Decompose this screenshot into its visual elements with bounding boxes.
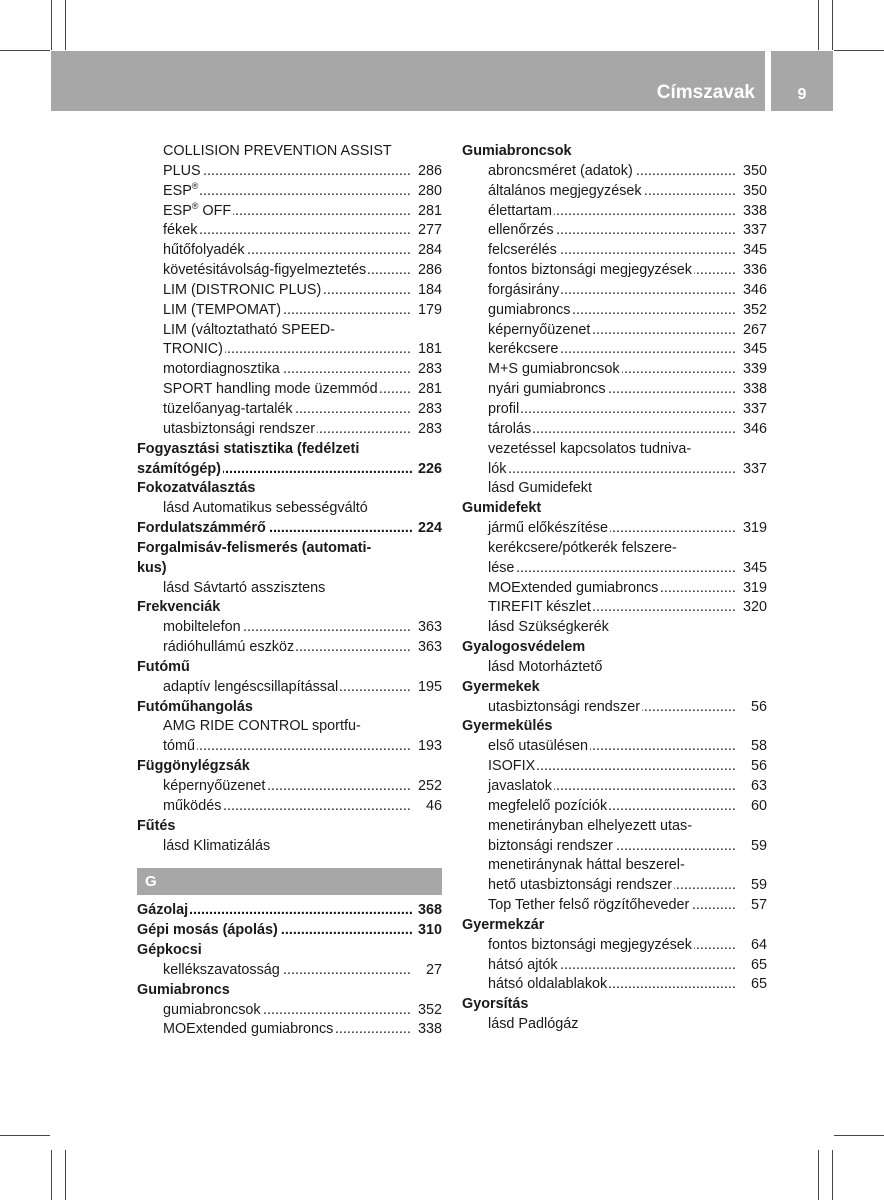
entry-page-number: 58 — [747, 737, 767, 757]
entry-page-number: 336 — [739, 261, 767, 281]
entry-text: biztonsági rendszer — [488, 837, 613, 854]
index-subentry — [137, 579, 442, 599]
index-subentry — [462, 340, 767, 360]
index-subentry — [137, 340, 442, 360]
entry-page-number: 352 — [739, 301, 767, 321]
index-subentry — [462, 460, 767, 480]
index-subentry — [137, 961, 442, 981]
dot-leader — [488, 400, 737, 420]
index-heading — [137, 698, 442, 718]
entry-text: lásd Motorháztető — [488, 658, 603, 675]
entry-page-number: 60 — [747, 797, 767, 817]
entry-page-number: 46 — [422, 797, 442, 817]
entry-page-number: 65 — [747, 956, 767, 976]
entry-text: Fordulatszámmérő — [137, 520, 266, 537]
index-subentry — [462, 658, 767, 678]
index-subentry — [137, 499, 442, 519]
entry-text: forgásirány — [488, 281, 560, 298]
entry-page-number: 345 — [739, 340, 767, 360]
entry-text: utasbiztonsági rendszer — [488, 698, 640, 715]
entry-text: tárolás — [488, 420, 532, 437]
entry-text: Gyalogosvédelem — [462, 639, 586, 656]
index-subentry — [137, 837, 442, 857]
entry-page-number: 319 — [739, 579, 767, 599]
crop-mark — [834, 50, 884, 51]
index-subentry — [462, 559, 767, 579]
entry-text: lásd Klimatizálás — [163, 837, 271, 854]
entry-page-number: 63 — [747, 777, 767, 797]
index-subentry — [137, 717, 442, 737]
entry-text: lásd Szükségkerék — [488, 619, 609, 636]
index-subentry — [462, 162, 767, 182]
index-heading — [137, 598, 442, 618]
page-title: Címszavak — [656, 82, 755, 103]
index-subentry — [462, 876, 767, 896]
index-heading — [137, 460, 442, 480]
entry-text: M+S gumiabroncsok — [488, 361, 620, 378]
crop-mark — [51, 0, 52, 50]
entry-text: fontos biztonsági megjegyzések — [488, 936, 692, 953]
crop-mark — [832, 0, 833, 50]
dot-leader — [163, 737, 412, 757]
entry-text: első utasülésen — [488, 738, 589, 755]
index-subentry — [462, 400, 767, 420]
entry-text: Gumiabroncsok — [462, 143, 572, 159]
entry-page-number: 350 — [739, 182, 767, 202]
entry-text: Függönylégzsák — [137, 758, 250, 775]
entry-text: SPORT handling mode üzemmód — [163, 381, 378, 398]
index-subentry — [137, 618, 442, 638]
entry-page-number: 226 — [414, 460, 442, 480]
entry-text: gumiabroncsok — [163, 1001, 261, 1018]
index-subentry — [462, 737, 767, 757]
entry-page-number: 267 — [739, 321, 767, 341]
index-heading — [137, 559, 442, 579]
entry-text: Frekvenciák — [137, 599, 221, 616]
index-heading — [137, 757, 442, 777]
entry-text: tómű — [163, 738, 195, 755]
index-subentry — [462, 440, 767, 460]
entry-page-number: 193 — [414, 737, 442, 757]
crop-mark — [65, 1150, 66, 1200]
index-subentry — [462, 817, 767, 837]
entry-text: motordiagnosztika — [163, 361, 280, 378]
crop-mark — [51, 1150, 52, 1200]
entry-text: Fogyasztási statisztika (fedélzeti — [137, 440, 360, 457]
entry-page-number: 57 — [747, 896, 767, 916]
index-subentry — [462, 519, 767, 539]
index-subentry — [137, 261, 442, 281]
crop-mark — [0, 1135, 50, 1136]
index-subentry — [137, 360, 442, 380]
entry-text: jármű előkészítése — [488, 520, 608, 537]
index-heading — [137, 658, 442, 678]
entry-text: ESP® — [163, 181, 199, 199]
entry-text: LIM (DISTRONIC PLUS) — [163, 281, 322, 298]
entry-page-number: 286 — [414, 162, 442, 182]
entry-text: Fűtés — [137, 817, 176, 834]
entry-text: Futóműhangolás — [137, 698, 253, 715]
entry-text: AMG RIDE CONTROL sportfu- — [163, 718, 361, 735]
crop-mark — [832, 1150, 833, 1200]
entry-text: Gyermekülés — [462, 718, 553, 735]
entry-text: abroncsméret (adatok) — [488, 162, 633, 179]
entry-page-number: 363 — [414, 638, 442, 658]
entry-text: TRONIC) — [163, 341, 223, 358]
index-subentry — [137, 142, 442, 162]
index-subentry — [137, 1001, 442, 1021]
entry-text: megfelelő pozíciók — [488, 797, 608, 814]
entry-text: felcserélés — [488, 242, 557, 259]
entry-page-number: 310 — [414, 921, 442, 941]
entry-page-number: 195 — [414, 678, 442, 698]
entry-text: tüzelőanyag-tartalék — [163, 400, 293, 417]
index-heading — [137, 479, 442, 499]
entry-page-number: 27 — [422, 961, 442, 981]
entry-page-number: 184 — [414, 281, 442, 301]
entry-text: menetirányban elhelyezett utas- — [488, 817, 692, 834]
entry-page-number: 179 — [414, 301, 442, 321]
index-subentry — [137, 737, 442, 757]
index-subentry — [137, 182, 442, 202]
entry-text: lásd Automatikus sebességváltó — [163, 500, 368, 517]
entry-page-number: 338 — [739, 202, 767, 222]
entry-text: Fokozatválasztás — [137, 480, 256, 497]
index-subentry — [462, 1015, 767, 1035]
entry-page-number: 350 — [739, 162, 767, 182]
index-subentry — [462, 321, 767, 341]
index-subentry — [137, 400, 442, 420]
entry-page-number: 59 — [747, 837, 767, 857]
entry-page-number: 280 — [414, 182, 442, 202]
entry-text: képernyőüzenet — [488, 321, 591, 338]
entry-text: javaslatok — [488, 778, 552, 794]
entry-text: hátsó ajtók — [488, 956, 558, 973]
crop-mark — [65, 0, 66, 50]
index-heading — [137, 440, 442, 460]
index-subentry — [462, 936, 767, 956]
index-subentry — [462, 182, 767, 202]
entry-text: lásd Padlógáz — [488, 1016, 579, 1033]
index-subentry — [137, 301, 442, 321]
entry-text: fontos biztonsági megjegyzések — [488, 262, 692, 279]
index-heading — [462, 142, 767, 162]
entry-text: követésitávolság-figyelmeztetés — [163, 262, 367, 279]
entry-text: ISOFIX — [488, 758, 536, 775]
index-subentry — [462, 261, 767, 281]
dot-leader — [488, 559, 737, 579]
entry-text: rádióhullámú eszköz — [163, 639, 295, 656]
crop-mark — [818, 1150, 819, 1200]
index-subentry — [137, 162, 442, 182]
entry-page-number: 283 — [414, 400, 442, 420]
index-heading — [137, 981, 442, 1001]
index-subentry — [462, 598, 767, 618]
index-subentry — [462, 202, 767, 222]
entry-page-number: 284 — [414, 241, 442, 261]
dot-leader — [163, 221, 412, 241]
entry-text: lásd Sávtartó asszisztens — [163, 579, 326, 596]
entry-text: Gumidefekt — [462, 500, 542, 517]
entry-page-number: 224 — [414, 519, 442, 539]
index-heading — [462, 638, 767, 658]
crop-mark — [818, 0, 819, 50]
index-subentry — [462, 420, 767, 440]
index-heading — [137, 817, 442, 837]
index-column-right — [462, 142, 767, 1035]
entry-text: Gépi mosás (ápolás) — [137, 922, 278, 939]
index-heading — [137, 901, 442, 921]
index-heading — [137, 941, 442, 961]
index-subentry — [137, 1020, 442, 1040]
index-subentry — [137, 281, 442, 301]
index-column-left — [137, 142, 442, 1040]
entry-text: LIM (TEMPOMAT) — [163, 301, 282, 318]
index-subentry — [462, 956, 767, 976]
index-subentry — [137, 221, 442, 241]
entry-text: PLUS — [163, 162, 201, 179]
dot-leader — [163, 182, 412, 202]
entry-text: fékek — [163, 222, 198, 239]
entry-page-number: 252 — [414, 777, 442, 797]
entry-text: Gázolaj — [137, 902, 189, 919]
entry-page-number: 277 — [414, 221, 442, 241]
index-subentry — [462, 856, 767, 876]
entry-page-number: 286 — [414, 261, 442, 281]
index-subentry — [462, 757, 767, 777]
entry-page-number: 338 — [414, 1020, 442, 1040]
index-heading — [462, 916, 767, 936]
entry-page-number: 345 — [739, 241, 767, 261]
index-heading — [137, 519, 442, 539]
entry-page-number: 363 — [414, 618, 442, 638]
section-header: G — [137, 868, 442, 895]
entry-text: adaptív lengéscsillapítással — [163, 678, 339, 695]
entry-text: ESP® OFF — [163, 201, 232, 219]
entry-text: Futómű — [137, 658, 190, 675]
index-subentry — [137, 202, 442, 222]
entry-page-number: 181 — [414, 340, 442, 360]
index-subentry — [137, 241, 442, 261]
entry-text: lók — [488, 460, 507, 477]
entry-page-number: 352 — [414, 1001, 442, 1021]
entry-page-number: 339 — [739, 360, 767, 380]
index-subentry — [462, 837, 767, 857]
entry-text: vezetéssel kapcsolatos tudniva- — [488, 440, 692, 457]
entry-text: Top Tether felső rögzítőheveder — [488, 897, 690, 914]
index-subentry — [137, 321, 442, 341]
index-subentry — [137, 420, 442, 440]
entry-text: lásd Gumidefekt — [488, 480, 592, 497]
entry-page-number: 283 — [414, 420, 442, 440]
entry-page-number: 337 — [739, 460, 767, 480]
entry-page-number: 337 — [739, 400, 767, 420]
entry-text: Gyermekzár — [462, 916, 545, 933]
index-heading — [462, 717, 767, 737]
entry-page-number: 338 — [739, 380, 767, 400]
entry-text: Gyorsítás — [462, 996, 529, 1013]
index-heading — [462, 499, 767, 519]
index-subentry — [462, 896, 767, 916]
entry-page-number: 64 — [747, 936, 767, 956]
entry-text: ellenőrzés — [488, 222, 554, 239]
entry-text: profil — [488, 400, 520, 417]
entry-page-number: 281 — [414, 380, 442, 400]
entry-page-number: 337 — [739, 221, 767, 241]
entry-page-number: 320 — [739, 598, 767, 618]
index-subentry — [462, 797, 767, 817]
entry-page-number: 283 — [414, 360, 442, 380]
entry-text: menetiránynak háttal beszerel- — [488, 857, 685, 874]
index-subentry — [462, 360, 767, 380]
entry-text: élettartam — [488, 202, 552, 219]
index-subentry — [462, 975, 767, 995]
entry-page-number: 281 — [414, 202, 442, 222]
index-heading — [462, 678, 767, 698]
entry-page-number: 346 — [739, 420, 767, 440]
index-subentry — [137, 777, 442, 797]
entry-page-number: 56 — [747, 757, 767, 777]
index-heading — [462, 995, 767, 1015]
entry-text: mobiltelefon — [163, 619, 241, 636]
entry-text: Gyermekek — [462, 678, 540, 695]
index-subentry — [462, 539, 767, 559]
header-bar — [51, 51, 765, 111]
entry-text: gumiabroncs — [488, 301, 571, 318]
entry-text: LIM (változtatható SPEED- — [163, 321, 335, 338]
entry-text: MOExtended gumiabroncs — [488, 579, 659, 596]
index-subentry — [462, 221, 767, 241]
entry-text: működés — [163, 797, 222, 814]
index-subentry — [462, 479, 767, 499]
index-heading — [137, 921, 442, 941]
entry-text: nyári gumiabroncs — [488, 381, 606, 398]
entry-text: kerékcsere/pótkerék felszere- — [488, 539, 677, 556]
entry-page-number: 56 — [747, 698, 767, 718]
entry-page-number: 59 — [747, 876, 767, 896]
entry-text: kellékszavatosság — [163, 961, 280, 978]
entry-page-number: 368 — [414, 901, 442, 921]
entry-text: általános megjegyzések — [488, 182, 642, 199]
dot-leader — [488, 460, 737, 480]
entry-text: TIREFIT készlet — [488, 599, 591, 616]
index-subentry — [137, 380, 442, 400]
index-subentry — [462, 301, 767, 321]
index-heading — [137, 539, 442, 559]
index-subentry — [462, 281, 767, 301]
crop-mark — [834, 1135, 884, 1136]
entry-text: számítógép) — [137, 460, 221, 477]
entry-text: kus) — [137, 559, 167, 576]
entry-text: MOExtended gumiabroncs — [163, 1021, 334, 1038]
entry-page-number: 345 — [739, 559, 767, 579]
entry-page-number: 346 — [739, 281, 767, 301]
index-subentry — [462, 241, 767, 261]
entry-text: kerékcsere — [488, 341, 559, 358]
entry-text: hető utasbiztonsági rendszer — [488, 877, 672, 894]
entry-text: utasbiztonsági rendszer — [163, 420, 315, 437]
entry-text: hátsó oldalablakok — [488, 976, 608, 993]
entry-text: Forgalmisáv-felismerés (automati- — [137, 539, 372, 556]
entry-text: Gépkocsi — [137, 942, 202, 959]
crop-mark — [0, 50, 50, 51]
entry-text: Gumiabroncs — [137, 981, 230, 998]
index-subentry — [462, 698, 767, 718]
entry-page-number: 65 — [747, 975, 767, 995]
index-subentry — [137, 638, 442, 658]
index-subentry — [462, 380, 767, 400]
entry-text: képernyőüzenet — [163, 778, 266, 794]
entry-text: COLLISION PREVENTION ASSIST — [163, 143, 392, 159]
index-subentry — [137, 797, 442, 817]
index-subentry — [137, 678, 442, 698]
entry-text: lése — [488, 559, 515, 576]
index-subentry — [462, 618, 767, 638]
entry-text: hűtőfolyadék — [163, 242, 245, 259]
page-number: 9 — [771, 51, 833, 111]
index-subentry — [462, 579, 767, 599]
entry-page-number: 319 — [739, 519, 767, 539]
index-subentry — [462, 777, 767, 797]
